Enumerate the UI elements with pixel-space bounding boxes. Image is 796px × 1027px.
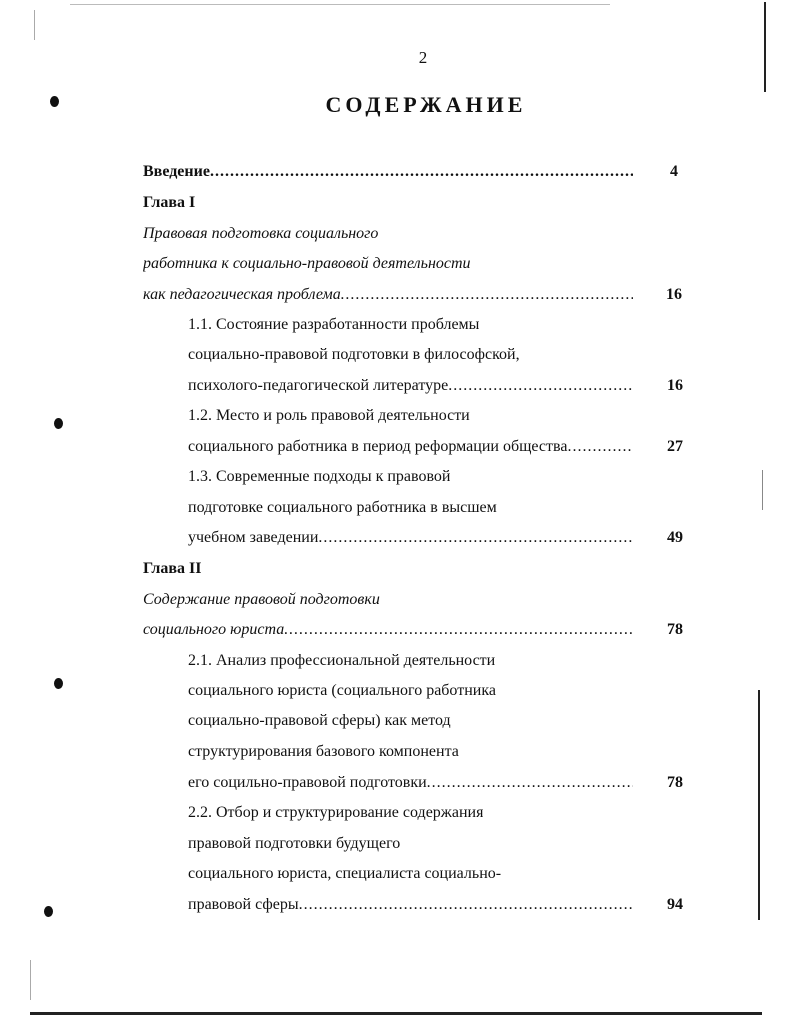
scan-bottom-line	[30, 1012, 762, 1015]
leader-dots	[318, 527, 633, 549]
toc-entry-text: психолого-педагогической литературе	[188, 377, 449, 394]
toc-page-ref: 78	[667, 621, 683, 638]
section-line: 1.3. Современные подходы к правовой	[188, 468, 451, 485]
chapter-title-line: Содержание правовой подготовки	[143, 591, 380, 608]
leader-dots	[427, 772, 633, 794]
leader-dots	[341, 284, 633, 306]
leader-dots	[284, 619, 633, 641]
toc-entry-intro	[143, 161, 633, 183]
toc-page-ref: 4	[670, 163, 678, 180]
section-line: 1.1. Состояние разработанности проблемы	[188, 316, 480, 333]
chapter-title-line: работника к социально-правовой деятельности	[143, 255, 471, 272]
section-line: подготовке социального работника в высшем	[188, 499, 497, 516]
page-title: СОДЕРЖАНИЕ	[325, 92, 527, 117]
section-line: 2.1. Анализ профессиональной деятельности	[188, 652, 496, 669]
section-line: 2.2. Отбор и структурирование содержания	[188, 804, 484, 821]
section-line: социально-правовой подготовки в философской,	[188, 346, 520, 363]
toc-entry-text: как педагогическая проблема	[143, 286, 341, 303]
scan-right-edge-mark	[758, 690, 760, 920]
toc-entry-text: его социльно-правовой подготовки	[188, 774, 427, 791]
scan-right-edge-mark	[764, 2, 766, 92]
scan-top-line	[70, 4, 610, 5]
toc-entry-section-2-1	[188, 772, 633, 794]
toc-entry-chapter1	[143, 284, 633, 306]
toc-entry-text: социального юриста	[143, 621, 285, 638]
toc-page-ref: 94	[667, 896, 683, 913]
section-line: социального юриста, специалиста социально-	[188, 865, 502, 882]
toc-entry-chapter2	[143, 619, 633, 641]
scan-right-edge-mark	[762, 470, 763, 510]
section-line: 1.2. Место и роль правовой деятельности	[188, 407, 470, 424]
toc-entry-section-1-1	[188, 375, 633, 397]
scan-left-edge-mark	[34, 10, 35, 40]
toc-page-ref: 27	[667, 438, 683, 455]
binding-hole-dot	[54, 418, 63, 429]
chapter-heading: Глава II	[143, 560, 202, 577]
binding-hole-dot	[44, 906, 53, 917]
toc-entry-text: Введение	[143, 163, 210, 180]
page-number: 2	[418, 48, 428, 67]
toc-page-ref: 16	[667, 377, 683, 394]
chapter-title-line: Правовая подготовка социального	[143, 225, 379, 242]
leader-dots	[448, 375, 633, 397]
section-line: социального юриста (социального работника	[188, 682, 496, 699]
leader-dots	[567, 436, 633, 458]
toc-page-ref: 16	[666, 286, 682, 303]
toc-entry-section-1-2	[188, 436, 633, 458]
scan-left-edge-mark	[30, 960, 31, 1000]
toc-page-ref: 49	[667, 529, 683, 546]
toc-entry-text: правовой сферы	[188, 896, 299, 913]
leader-dots	[210, 161, 633, 183]
toc-entry-section-1-3	[188, 527, 633, 549]
chapter-heading: Глава I	[143, 194, 196, 211]
section-line: правовой подготовки будущего	[188, 835, 401, 852]
leader-dots	[299, 894, 633, 916]
toc-page-ref: 78	[667, 774, 683, 791]
toc-entry-section-2-2	[188, 894, 633, 916]
binding-hole-dot	[54, 678, 63, 689]
section-line: социально-правовой сферы) как метод	[188, 712, 451, 729]
section-line: структурирования базового компонента	[188, 743, 459, 760]
toc-entry-text: социального работника в период реформации общества	[188, 438, 568, 455]
toc-entry-text: учебном заведении	[188, 529, 319, 546]
